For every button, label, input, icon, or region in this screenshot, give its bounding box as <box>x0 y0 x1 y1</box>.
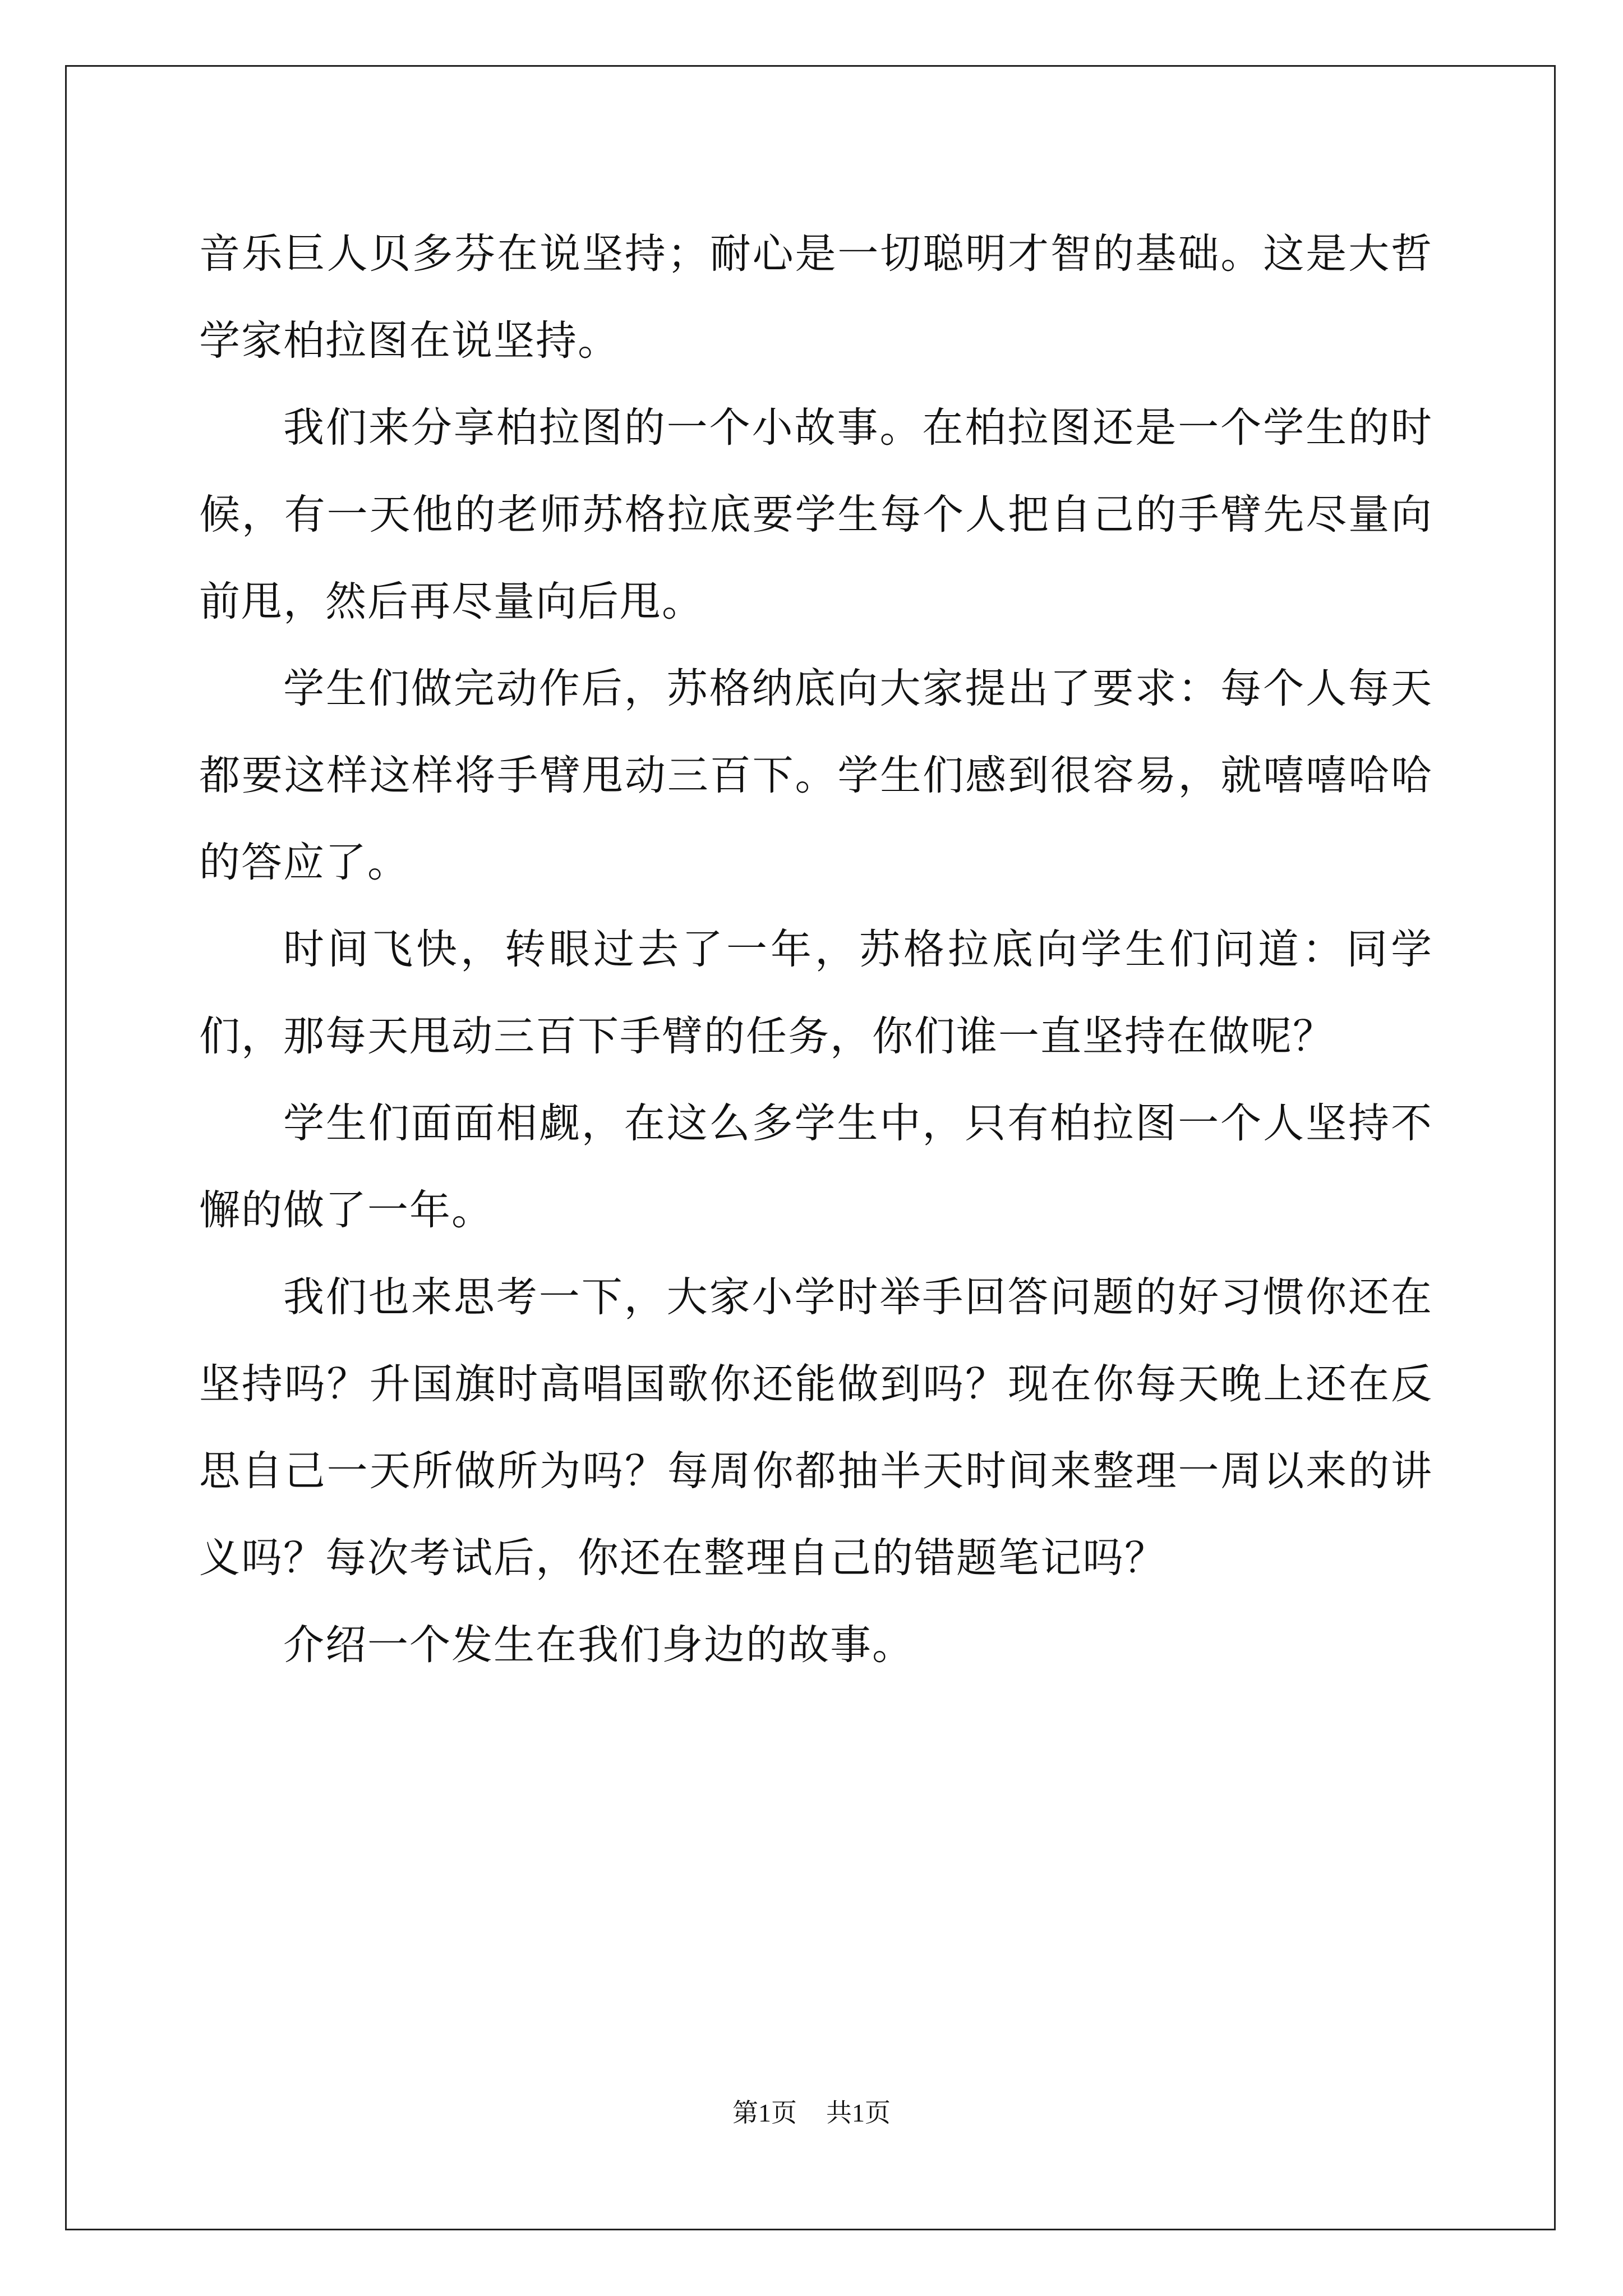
paragraph-5: 学生们面面相觑，在这么多学生中，只有柏拉图一个人坚持不懈的做了一年。 <box>199 1099 1433 1234</box>
page-number: 第1页 <box>732 2099 797 2127</box>
paragraph-2: 我们来分享柏拉图的一个小故事。在柏拉图还是一个学生的时候，有一天他的老师苏格拉底要学生每个人把自己的手臂先尽量向前甩，然后再尽量向后甩。 <box>199 404 1433 625</box>
page-footer <box>0 2096 1623 2130</box>
document-body <box>199 210 1433 1688</box>
paragraph-3: 学生们做完动作后，苏格纳底向大家提出了要求：每个人每天都要这样这样将手臂甩动三百下。学生们感到很容易，就嘻嘻哈哈的答应了。 <box>199 665 1433 886</box>
page-total: 共1页 <box>826 2099 891 2127</box>
paragraph-1: 音乐巨人贝多芬在说坚持；耐心是一切聪明才智的基础。这是大哲学家柏拉图在说坚持。 <box>199 230 1433 365</box>
paragraph-4: 时间飞快，转眼过去了一年，苏格拉底向学生们问道：同学们，那每天甩动三百下手臂的任务，你们谁一直坚持在做呢？ <box>199 926 1433 1060</box>
paragraph-6: 我们也来思考一下，大家小学时举手回答问题的好习惯你还在坚持吗？升国旗时高唱国歌你还能做到吗？现在你每天晚上还在反思自己一天所做所为吗？每周你都抽半天时间来整理一周以来的讲义吗？每次考试后，你还在整理自己的错题笔记吗？ <box>199 1273 1433 1582</box>
paragraph-7: 介绍一个发生在我们身边的故事。 <box>283 1621 914 1669</box>
